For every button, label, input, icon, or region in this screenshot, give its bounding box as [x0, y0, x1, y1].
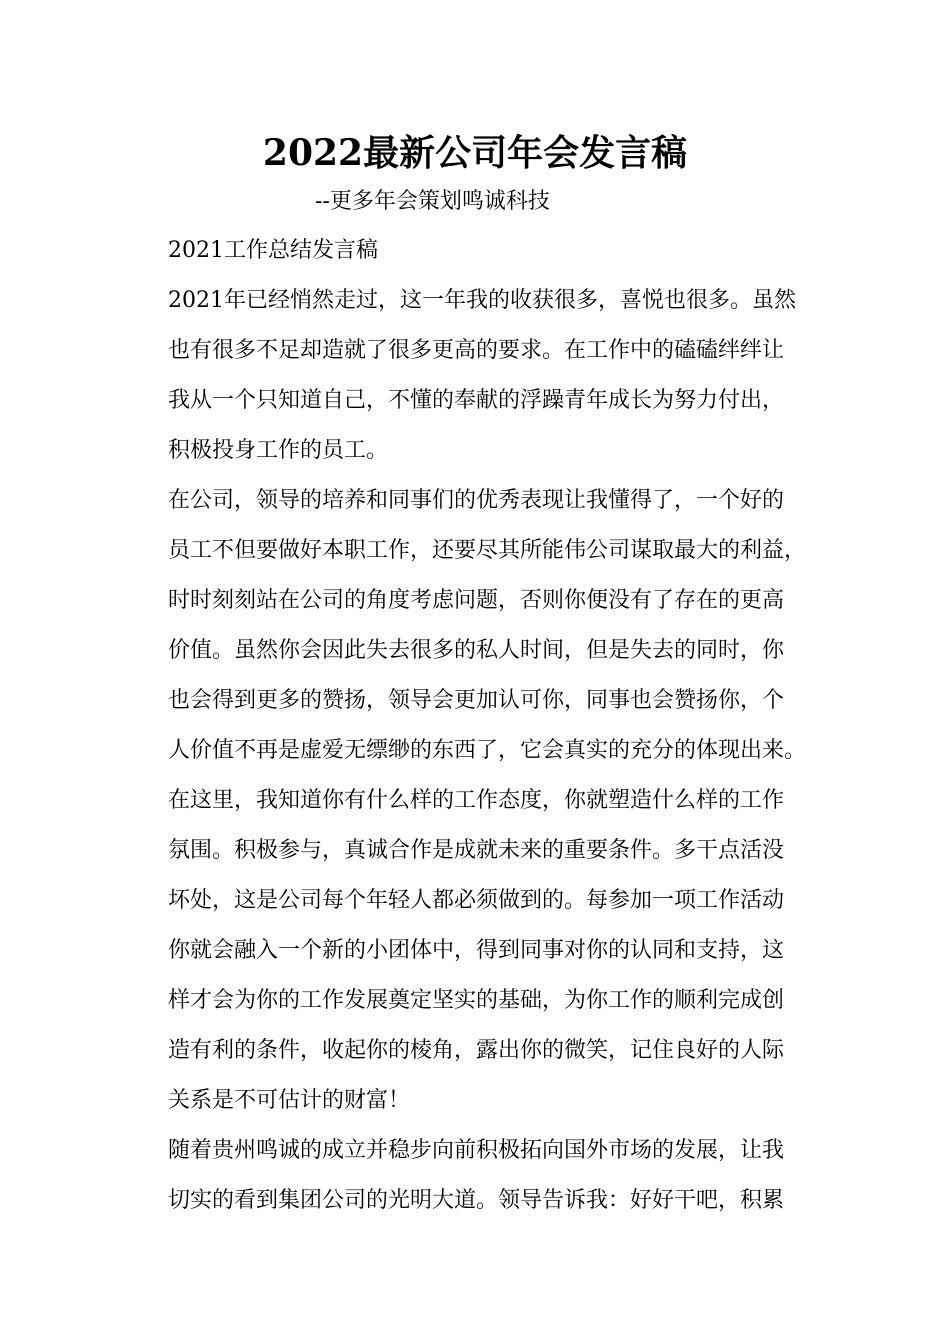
- document-body: [168, 226, 808, 1226]
- body-line: 员工不但要做好本职工作，还要尽其所能伟公司谋取最大的利益，: [168, 538, 807, 563]
- body-line: 造有利的条件，收起你的棱角，露出你的微笑，记住良好的人际: [168, 1038, 785, 1063]
- body-line: 也有很多不足却造就了很多更高的要求。在工作中的磕磕绊绊让: [168, 338, 785, 363]
- body-line: 时时刻刻站在公司的角度考虑问题，否则你便没有了存在的更高: [168, 588, 785, 613]
- body-line: 人价值不再是虚爱无缥缈的东西了，它会真实的充分的体现出来。: [168, 738, 807, 763]
- body-line: 氛围。积极参与，真诚合作是成就未来的重要条件。多干点活没: [168, 838, 785, 863]
- body-line: 我从一个只知道自己，不懂的奉献的浮躁青年成长为努力付出，: [168, 388, 785, 413]
- body-line: 积极投身工作的员工。: [168, 438, 389, 463]
- body-line: 也会得到更多的赞扬，领导会更加认可你，同事也会赞扬你，个: [168, 688, 785, 713]
- body-line: 2021工作总结发言稿: [168, 238, 378, 263]
- body-line: 随着贵州鸣诚的成立并稳步向前积极拓向国外市场的发展，让我: [168, 1138, 785, 1163]
- body-line: 样才会为你的工作发展奠定坚实的基础，为你工作的顺利完成创: [168, 988, 785, 1013]
- body-line: 2021年已经悄然走过，这一年我的收获很多，喜悦也很多。虽然: [168, 288, 796, 313]
- body-line: 价值。虽然你会因此失去很多的私人时间，但是失去的同时，你: [168, 638, 785, 663]
- body-line: 在这里，我知道你有什么样的工作态度，你就塑造什么样的工作: [168, 788, 785, 813]
- document-title: 2022最新公司年会发言稿: [262, 132, 688, 174]
- body-line: 切实的看到集团公司的光明大道。领导告诉我：好好干吧，积累: [168, 1188, 785, 1213]
- body-line: 在公司，领导的培养和同事们的优秀表现让我懂得了，一个好的: [168, 488, 785, 513]
- document-subtitle: --更多年会策划鸣诚科技: [315, 189, 550, 214]
- body-line: 关系是不可估计的财富！: [168, 1088, 411, 1113]
- body-line: 坏处，这是公司每个年轻人都必须做到的。每参加一项工作活动: [168, 888, 785, 913]
- body-line: 你就会融入一个新的小团体中，得到同事对你的认同和支持，这: [168, 938, 785, 963]
